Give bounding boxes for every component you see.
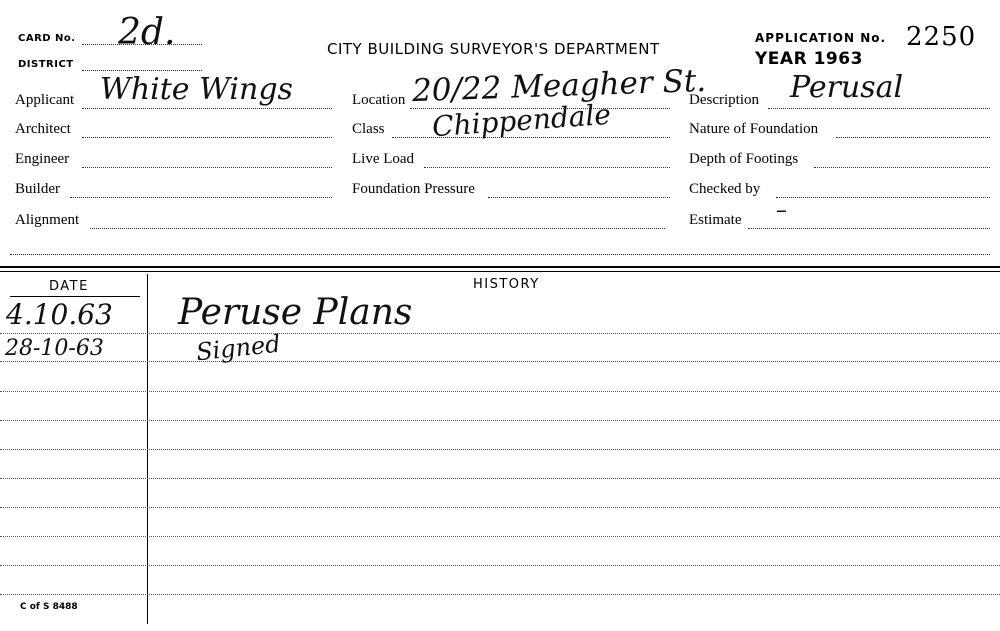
- applicant-label: Applicant: [15, 92, 75, 108]
- engineer-label: Engineer: [15, 151, 70, 167]
- table-row: [0, 449, 1000, 450]
- application-label: APPLICATION No.: [755, 31, 887, 45]
- table-row: [0, 391, 1000, 392]
- section-divider-bottom: [0, 271, 1000, 272]
- depth-of-footings-line: [814, 167, 990, 168]
- location-label: Location: [352, 92, 406, 108]
- class-value: Chippendale: [431, 97, 612, 144]
- table-row: [0, 333, 1000, 334]
- description-value: Perusal: [790, 70, 904, 105]
- description-label: Description: [689, 92, 759, 108]
- application-number: 2250: [906, 22, 977, 52]
- builder-label: Builder: [15, 181, 60, 197]
- year-label: YEAR 1963: [755, 49, 863, 69]
- checked-by-line: [776, 197, 990, 198]
- form-code: C of S 8488: [20, 602, 78, 612]
- table-row: [0, 420, 1000, 421]
- table-row: [0, 565, 1000, 566]
- table-row: [0, 536, 1000, 537]
- estimate-line: [748, 228, 990, 229]
- estimate-value: –: [776, 198, 787, 223]
- district-line: [82, 70, 202, 71]
- nature-of-foundation-line: [836, 137, 990, 138]
- builder-line: [70, 197, 332, 198]
- depth-of-footings-label: Depth of Footings: [689, 151, 799, 167]
- applicant-line: [82, 108, 332, 109]
- district-label: DISTRICT: [18, 59, 74, 70]
- live-load-label: Live Load: [352, 151, 415, 167]
- class-label: Class: [352, 121, 385, 137]
- date-header-underline: [10, 296, 140, 297]
- engineer-line: [82, 167, 332, 168]
- description-line: [768, 108, 990, 109]
- history-entry-text: Signed: [194, 329, 282, 367]
- section-divider-top: [0, 266, 1000, 268]
- extra-field-line: [10, 254, 990, 255]
- checked-by-label: Checked by: [689, 181, 761, 197]
- alignment-line: [90, 228, 665, 229]
- card-no-label: CARD No.: [18, 33, 76, 44]
- table-row: [0, 478, 1000, 479]
- department-title: CITY BUILDING SURVEYOR'S DEPARTMENT: [327, 40, 660, 58]
- history-column-header: HISTORY: [473, 277, 540, 292]
- history-entry-date: 28-10-63: [5, 336, 104, 361]
- date-column-header: DATE: [49, 279, 89, 294]
- card-no-value: 2d.: [118, 12, 176, 53]
- foundation-pressure-line: [488, 197, 670, 198]
- estimate-label: Estimate: [689, 212, 742, 228]
- alignment-label: Alignment: [15, 212, 80, 228]
- history-entry-date: 4.10.63: [6, 298, 113, 331]
- location-value: 20/22 Meagher St.: [411, 62, 707, 110]
- architect-line: [82, 137, 332, 138]
- table-row: [0, 507, 1000, 508]
- live-load-line: [424, 167, 670, 168]
- nature-of-foundation-label: Nature of Foundation: [689, 121, 819, 137]
- architect-label: Architect: [15, 121, 71, 137]
- applicant-value: White Wings: [100, 72, 293, 107]
- table-row: [0, 594, 1000, 595]
- history-entry-text: Peruse Plans: [178, 292, 413, 333]
- foundation-pressure-label: Foundation Pressure: [352, 181, 475, 197]
- table-row: [0, 361, 1000, 362]
